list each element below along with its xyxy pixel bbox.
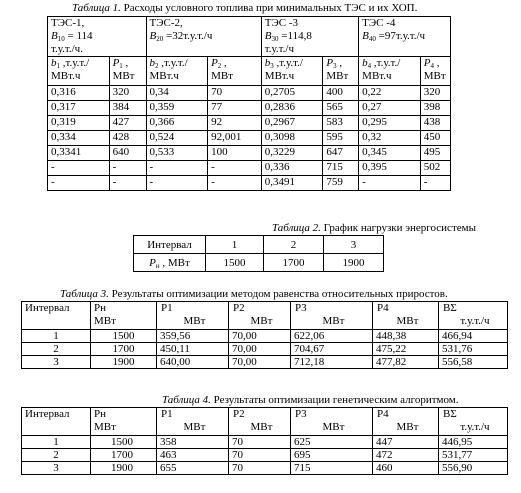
table-cell: 502	[420, 161, 450, 176]
b-subscript: 40	[368, 35, 376, 43]
table-row	[48, 146, 451, 161]
sym: P	[112, 57, 120, 69]
subheader-cell	[146, 57, 208, 86]
header-top: P3	[295, 408, 307, 420]
table-cell: 92,001	[208, 131, 262, 146]
table2-load-schedule	[133, 235, 384, 272]
p-unit: , МВт	[159, 256, 190, 269]
table-row	[22, 462, 508, 475]
table3-caption-text: Результаты оптимизации методом равенства относительных приростов.	[108, 288, 448, 300]
unit: МВт.ч	[149, 70, 179, 82]
table-cell: 0,336	[261, 161, 323, 176]
header-cell	[373, 408, 439, 436]
table-cell: 320	[109, 86, 146, 101]
header-top: Интервал	[25, 408, 70, 420]
header-cell	[91, 408, 157, 436]
interval-num: 2	[264, 236, 324, 254]
unit: МВт	[211, 70, 233, 82]
header-cell	[291, 408, 373, 436]
table4-caption-prefix: Таблица 4.	[162, 394, 211, 406]
station-cell	[146, 17, 261, 57]
unit: ,	[221, 57, 227, 69]
table-cell: 100	[208, 146, 262, 161]
table-cell: 384	[109, 101, 146, 116]
table-cell: 447	[373, 436, 439, 449]
table-cell: 556,90	[439, 462, 508, 475]
table2-caption-prefix: Таблица 2.	[272, 222, 321, 234]
b-value: =114,8	[278, 30, 312, 42]
header-row	[22, 302, 508, 330]
b-unit: т.у.т./ч.	[51, 43, 83, 55]
table-cell: 715	[323, 161, 359, 176]
table-cell: 450,11	[157, 343, 229, 356]
table-cell: 398	[420, 101, 450, 116]
table1-station-row	[48, 17, 451, 57]
table-cell: 622,06	[291, 330, 373, 343]
unit: МВт	[112, 70, 135, 82]
table-cell: 595	[323, 131, 359, 146]
table-cell: 0,359	[146, 101, 208, 116]
table-cell: 70,00	[229, 330, 291, 343]
sub: 4	[430, 62, 434, 70]
table-cell: 0,3491	[261, 176, 323, 191]
station-cell	[359, 17, 451, 57]
table-cell: 583	[323, 116, 359, 131]
station-name: ТЭС-2,	[149, 17, 183, 29]
table-cell: 3	[22, 462, 91, 475]
table-cell: 0,27	[359, 101, 421, 116]
station-name: ТЭС -4	[362, 17, 396, 29]
header-top: P2	[233, 302, 245, 314]
table-cell: -	[146, 176, 208, 191]
load-value: 1500	[206, 254, 264, 272]
table-cell: 556,58	[439, 356, 508, 369]
table-cell: 712,18	[291, 356, 373, 369]
header-top: P1	[161, 408, 173, 420]
table-cell: 1900	[91, 356, 157, 369]
table-cell: 0,3098	[261, 131, 323, 146]
header-top: P1	[161, 302, 173, 314]
station-cell	[48, 17, 147, 57]
b-subscript: 10	[57, 35, 65, 43]
table-cell: 0,32	[359, 131, 421, 146]
b-subscript: 30	[271, 35, 279, 43]
unit: МВт.ч	[264, 70, 295, 82]
table-cell: 0,395	[359, 161, 421, 176]
header-cell	[22, 302, 91, 330]
table-cell: 625	[291, 436, 373, 449]
unit: МВт.ч	[51, 70, 81, 82]
table-cell: 1	[22, 330, 91, 343]
unit: ,	[433, 57, 440, 69]
table1-fuel-consumption	[47, 16, 451, 191]
table2-load-row	[134, 254, 384, 272]
table4-caption	[162, 394, 459, 407]
table-cell: 70,00	[229, 356, 291, 369]
header-top: P4	[377, 302, 389, 314]
sym: P	[423, 57, 431, 69]
sym: b	[149, 57, 155, 69]
subheader-cell	[109, 57, 146, 86]
table-cell: 695	[291, 449, 373, 462]
header-top: Pн	[94, 302, 107, 314]
table-cell: 0,533	[146, 146, 208, 161]
station-name: ТЭС-1,	[51, 17, 85, 29]
table-row	[48, 116, 451, 131]
table-row	[48, 101, 451, 116]
table-cell: 358	[157, 436, 229, 449]
table4-body	[22, 408, 508, 475]
table-cell: -	[48, 161, 110, 176]
load-value: 1700	[264, 254, 324, 272]
table4-genetic-algorithm-results	[21, 407, 508, 475]
header-top: Интервал	[25, 302, 70, 314]
table-cell: 70	[229, 462, 291, 475]
table-cell: 446,95	[439, 436, 508, 449]
station-cell	[261, 17, 358, 57]
table-cell: 0,319	[48, 116, 110, 131]
table-cell: 466,94	[439, 330, 508, 343]
table3-caption	[60, 288, 448, 301]
header-bottom: МВт	[183, 315, 206, 327]
table2-caption-text: График нагрузки энергосистемы	[320, 222, 476, 234]
table1-caption	[72, 2, 417, 15]
table-cell: 495	[420, 146, 450, 161]
table-cell: 475,22	[373, 343, 439, 356]
table-cell: 0,3341	[48, 146, 110, 161]
b-symbol: B	[51, 30, 58, 42]
header-cell	[229, 408, 291, 436]
table-cell: 359,56	[157, 330, 229, 343]
b-value: =97т.у.т./ч	[375, 30, 426, 42]
table-cell: 715	[291, 462, 373, 475]
table-row	[48, 131, 451, 146]
sub: 3	[333, 62, 337, 70]
header-bottom: т.у.т./ч	[460, 315, 490, 327]
table-cell: 0,366	[146, 116, 208, 131]
unit: ,т.у.т./	[371, 57, 401, 69]
station-name: ТЭС -3	[264, 17, 299, 29]
table-cell: 70	[208, 86, 262, 101]
interval-label: Интервал	[134, 236, 206, 254]
table-cell: 704,67	[291, 343, 373, 356]
interval-num: 3	[324, 236, 384, 254]
sym: b	[362, 57, 368, 69]
subheader-cell	[208, 57, 262, 86]
header-cell	[157, 408, 229, 436]
table-cell: 565	[323, 101, 359, 116]
sym: b	[51, 57, 57, 69]
header-cell	[157, 302, 229, 330]
subheader-cell	[323, 57, 359, 86]
sub: 1	[119, 62, 123, 70]
unit: МВт.ч	[362, 70, 392, 82]
unit: ,	[122, 57, 129, 69]
header-top: BΣ	[443, 302, 457, 314]
table-cell: 0,2705	[261, 86, 323, 101]
table3-relative-gain-results	[21, 301, 508, 369]
sym: P	[211, 57, 218, 69]
table-cell: 531,77	[439, 449, 508, 462]
table-cell: 0,316	[48, 86, 110, 101]
subheader-cell	[261, 57, 323, 86]
b-symbol: B	[264, 30, 272, 42]
b-symbol: B	[362, 30, 369, 42]
table-cell: 0,334	[48, 131, 110, 146]
header-cell	[22, 408, 91, 436]
table-cell: 640,00	[157, 356, 229, 369]
table-cell: 320	[420, 86, 450, 101]
header-cell	[229, 302, 291, 330]
b-symbol: B	[149, 30, 157, 42]
b-value: =32т.у.т./ч	[163, 30, 213, 42]
table-cell: 448,38	[373, 330, 439, 343]
table-cell: 427	[109, 116, 146, 131]
header-bottom: МВт	[250, 315, 273, 327]
load-label	[134, 254, 206, 272]
table3-caption-prefix: Таблица 3.	[60, 288, 109, 300]
unit: МВт	[326, 70, 349, 82]
header-cell	[439, 408, 508, 436]
table-cell: -	[48, 176, 110, 191]
table-cell: 70	[229, 449, 291, 462]
table-cell: 0,34	[146, 86, 208, 101]
table-cell: 531,76	[439, 343, 508, 356]
subheader-cell	[359, 57, 421, 86]
table1-caption-prefix: Таблица 1.	[72, 2, 121, 14]
table-cell: 3	[22, 356, 91, 369]
table1-subheader-row	[48, 57, 451, 86]
header-cell	[373, 302, 439, 330]
table-cell: 1700	[91, 343, 157, 356]
interval-num: 1	[206, 236, 264, 254]
header-bottom: МВт	[250, 421, 273, 433]
table-row	[22, 449, 508, 462]
table-cell: 0,22	[359, 86, 421, 101]
unit: ,т.у.т./	[273, 57, 303, 69]
subheader-cell	[48, 57, 110, 86]
header-cell	[439, 302, 508, 330]
table-row	[48, 86, 451, 101]
header-cell	[291, 302, 373, 330]
table-cell: 70,00	[229, 343, 291, 356]
table-cell: 1500	[91, 436, 157, 449]
table-cell: -	[109, 161, 146, 176]
header-top: P3	[295, 302, 307, 314]
table1-body	[48, 86, 451, 191]
table-cell: -	[359, 176, 421, 191]
sub: 2	[155, 62, 159, 70]
sub: 3	[270, 62, 274, 70]
p-symbol: P	[149, 256, 156, 269]
table-cell: 2	[22, 343, 91, 356]
table-row	[22, 343, 508, 356]
sym: P	[326, 57, 334, 69]
sub: 4	[367, 62, 372, 70]
sym: b	[264, 57, 271, 69]
header-bottom: МВт	[94, 315, 116, 327]
table-cell: 0,3229	[261, 146, 323, 161]
table-cell: 450	[420, 131, 450, 146]
unit: ,	[336, 57, 343, 69]
table-cell: 0,295	[359, 116, 421, 131]
table-cell: 92	[208, 116, 262, 131]
header-bottom: МВт	[94, 421, 116, 433]
unit: ,т.у.т./	[60, 57, 90, 69]
table-cell: 759	[323, 176, 359, 191]
table-cell: 472	[373, 449, 439, 462]
table1-caption-text: Расходы условного топлива при минимальных ТЭС и их ХОП.	[120, 2, 418, 14]
table-cell: -	[208, 161, 262, 176]
table-cell: 647	[323, 146, 359, 161]
b-subscript: 20	[156, 35, 164, 43]
unit: ,т.у.т./	[158, 57, 188, 69]
table-cell: 0,2967	[261, 116, 323, 131]
table-cell: 463	[157, 449, 229, 462]
table-cell: 2	[22, 449, 91, 462]
sub: 2	[217, 62, 222, 70]
header-bottom: МВт	[396, 315, 419, 327]
table-cell: 477,82	[373, 356, 439, 369]
sub: 1	[56, 62, 60, 70]
header-bottom: т.у.т./ч	[460, 421, 490, 433]
table-cell: -	[420, 176, 450, 191]
table-cell: 0,524	[146, 131, 208, 146]
header-bottom: МВт	[183, 421, 206, 433]
table-cell: 438	[420, 116, 450, 131]
header-bottom: МВт	[322, 421, 345, 433]
table-cell: 0,2836	[261, 101, 323, 116]
header-cell	[91, 302, 157, 330]
load-value: 1900	[324, 254, 384, 272]
table-cell: 0,345	[359, 146, 421, 161]
subheader-cell	[420, 57, 450, 86]
table-cell: 1700	[91, 449, 157, 462]
table-row	[48, 176, 451, 191]
table2-interval-row	[134, 236, 384, 254]
table-cell: 428	[109, 131, 146, 146]
table-row	[22, 436, 508, 449]
header-row	[22, 408, 508, 436]
table4-caption-text: Результаты оптимизации генетическим алгоритмом.	[210, 394, 459, 406]
table-cell: -	[109, 176, 146, 191]
header-top: P2	[233, 408, 245, 420]
table-cell: 1900	[91, 462, 157, 475]
table-cell: 0,317	[48, 101, 110, 116]
table-cell: 640	[109, 146, 146, 161]
table-cell: 1	[22, 436, 91, 449]
header-bottom: МВт	[396, 421, 419, 433]
table-row	[22, 356, 508, 369]
table-cell: -	[208, 176, 262, 191]
table2-caption	[272, 222, 476, 235]
table-cell: 655	[157, 462, 229, 475]
table-cell: 1500	[91, 330, 157, 343]
b-value: = 114	[64, 30, 93, 42]
unit: МВт	[423, 70, 446, 82]
p-subscript: н	[155, 261, 160, 270]
table-row	[22, 330, 508, 343]
table-row	[48, 161, 451, 176]
table-cell: 70	[229, 436, 291, 449]
table3-body	[22, 302, 508, 369]
header-top: Pн	[94, 408, 107, 420]
table-cell: 400	[323, 86, 359, 101]
header-top: BΣ	[443, 408, 457, 420]
b-unit: т.у.т./ч	[264, 43, 294, 55]
header-bottom: МВт	[322, 315, 345, 327]
table-cell: 460	[373, 462, 439, 475]
table-cell: 77	[208, 101, 262, 116]
table-cell: -	[146, 161, 208, 176]
header-top: P4	[377, 408, 389, 420]
